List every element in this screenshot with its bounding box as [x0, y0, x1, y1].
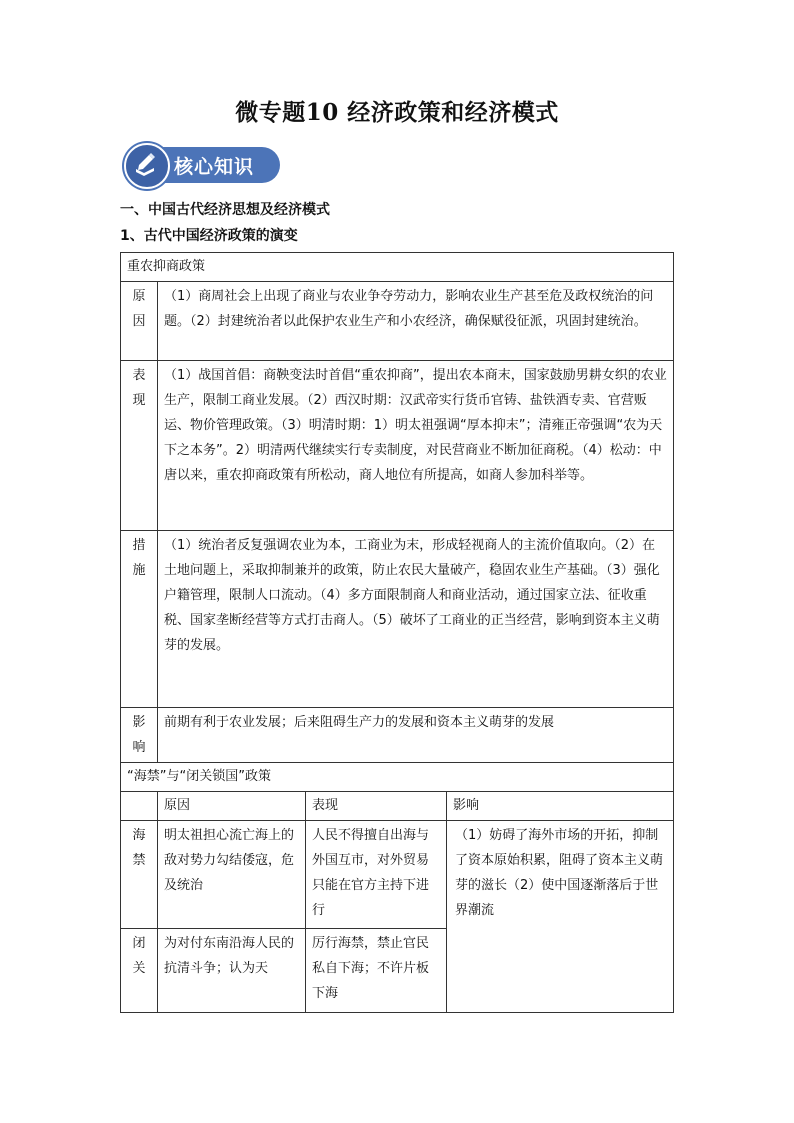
haijin-manifestation: 人民不得擅自出海与外国互市，对外贸易只能在官方主持下进行 — [306, 821, 447, 929]
policy-table — [120, 252, 674, 1013]
badge-label: 核心知识 — [174, 156, 255, 178]
row-label-measures: 措 施 — [121, 531, 158, 708]
row-label-cause: 原 因 — [121, 282, 158, 361]
biguan-manifestation: 厉行海禁，禁止官民私自下海；不许片板下海 — [306, 929, 447, 1013]
page-title: 微专题10 经济政策和经济模式 — [235, 99, 559, 126]
row-label-haijin: 海 禁 — [121, 821, 158, 929]
haijin-cause: 明太祖担心流亡海上的敌对势力勾结倭寇，危及统治 — [158, 821, 306, 929]
row-label-biguan: 闭 关 — [121, 929, 158, 1013]
header-manifestation: 表现 — [306, 792, 447, 821]
section-heading-2: 1、古代中国经济政策的演变 — [120, 228, 298, 244]
header-cause: 原因 — [158, 792, 306, 821]
row-label-manifestation: 表 现 — [121, 361, 158, 531]
row-text-measures: （1）统治者反复强调农业为本，工商业为末，形成轻视商人的主流价值取向。（2）在土地问题上，采取抑制兼并的政策，防止农民大量破产，稳固农业生产基础。（3）强化户籍管理，限制人口流动。（4）多方面限制商人和商业活动，通过国家立法、征收重税、国家垄断经营等方式打击商人。（5）破坏了工商业的正当经营，影响到资本主义萌芽的发展。 — [158, 531, 674, 708]
row-label-impact: 影 响 — [121, 708, 158, 763]
section-title-row-2: “海禁”与“闭关锁国”政策 — [121, 763, 674, 792]
core-knowledge-badge — [124, 143, 282, 187]
header-impact: 影响 — [447, 792, 674, 821]
row-text-impact: 前期有利于农业发展；后来阻碍生产力的发展和资本主义萌芽的发展 — [158, 708, 674, 763]
row-text-cause: （1）商周社会上出现了商业与农业争夺劳动力，影响农业生产甚至危及政权统治的问题。（2）封建统治者以此保护农业生产和小农经济，确保赋役征派，巩固封建统治。 — [158, 282, 674, 361]
pencil-book-icon — [130, 149, 160, 179]
section-title-row: 重农抑商政策 — [121, 253, 674, 282]
section-heading-1: 一、中国古代经济思想及经济模式 — [120, 202, 330, 218]
haijin-biguan-impact: （1）妨碍了海外市场的开拓，抑制了资本原始积累，阻碍了资本主义萌芽的滋长（2）使中国逐渐落后于世界潮流 — [447, 821, 674, 1013]
row-text-manifestation: （1）战国首倡：商鞅变法时首倡“重农抑商”，提出农本商末，国家鼓励男耕女织的农业生产，限制工商业发展。（2）西汉时期：汉武帝实行货币官铸、盐铁酒专卖、官营贩运、物价管理政策。（3）明清时期：1）明太祖强调“厚本抑末”；清雍正帝强调“农为天下之本务”。2）明清两代继续实行专卖制度，对民营商业不断加征商税。（4）松动：中唐以来，重农抑商政策有所松动，商人地位有所提高，如商人参加科举等。 — [158, 361, 674, 531]
biguan-cause: 为对付东南沿海人民的抗清斗争；认为天 — [158, 929, 306, 1013]
header-blank — [121, 792, 158, 821]
